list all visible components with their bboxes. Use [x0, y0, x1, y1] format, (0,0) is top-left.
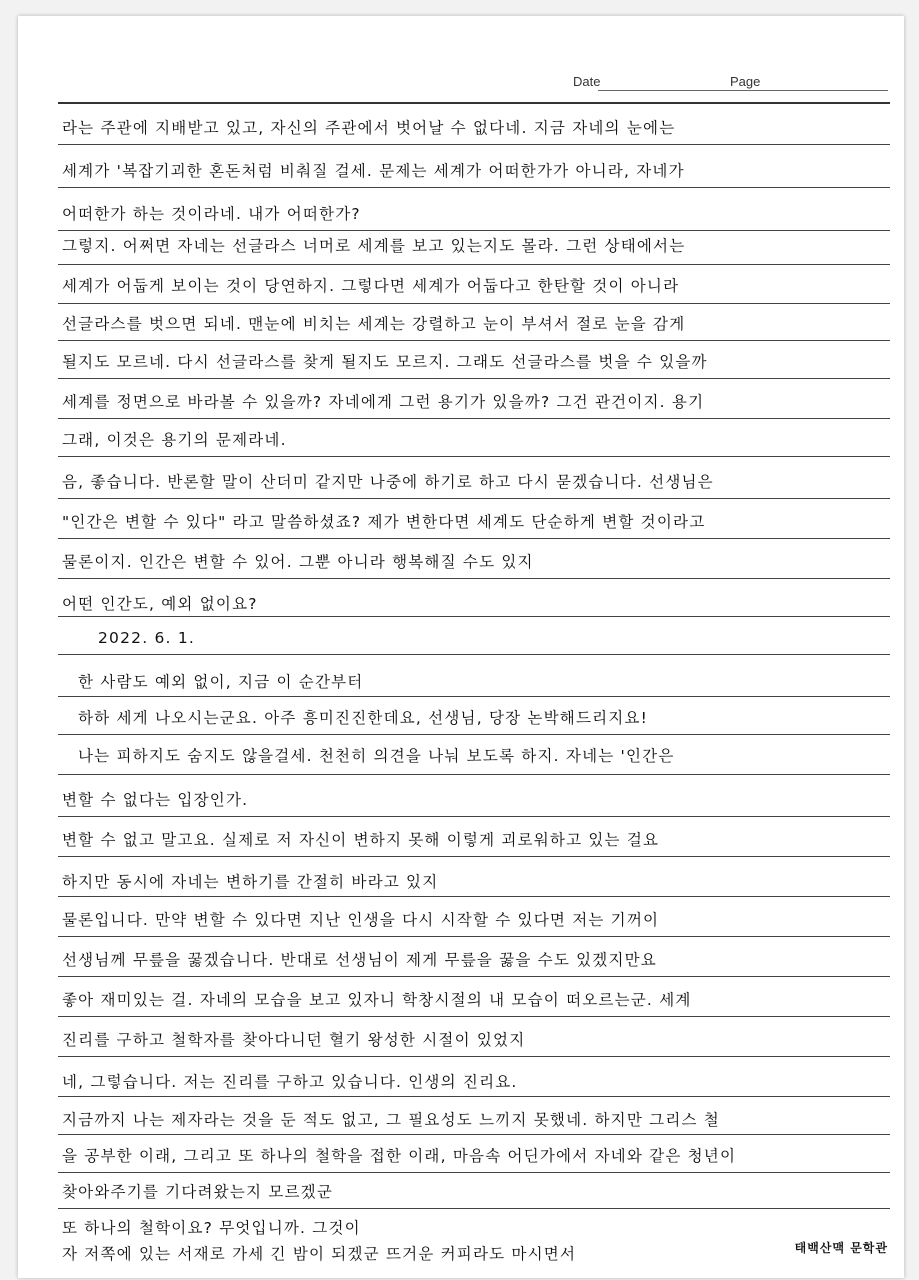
handwritten-line: 세계가 '복잡기괴한 혼돈처럼 비춰질 걸세. 문제는 세계가 어떠한가가 아니라, 자네가 — [62, 162, 685, 180]
ruled-line — [58, 498, 890, 499]
handwritten-line: 또 하나의 철학이요? 무엇입니까. 그것이 — [62, 1219, 361, 1237]
handwritten-line: 을 공부한 이래, 그리고 또 하나의 철학을 접한 이래, 마음속 어딘가에서 자네와 같은 청년이 — [62, 1147, 737, 1165]
ruled-line — [58, 102, 890, 104]
handwritten-line: 어떠한가 하는 것이라네. 내가 어떠한가? — [62, 205, 361, 223]
handwritten-line: 네, 그렇습니다. 저는 진리를 구하고 있습니다. 인생의 진리요. — [62, 1073, 518, 1091]
ruled-line — [58, 654, 890, 655]
ruled-line — [58, 340, 890, 341]
ruled-line — [58, 1172, 890, 1173]
ruled-line — [58, 976, 890, 977]
ruled-line — [58, 1208, 890, 1209]
ruled-line — [58, 856, 890, 857]
handwritten-line: 선생님께 무릎을 꿇겠습니다. 반대로 선생님이 제게 무릎을 꿇을 수도 있겠지만요 — [62, 951, 657, 969]
handwritten-line: 그렇지. 어쩌면 자네는 선글라스 너머로 세계를 보고 있는지도 몰라. 그런 상태에서는 — [62, 237, 686, 255]
handwritten-line: 자 저쪽에 있는 서재로 가세 긴 밤이 되겠군 뜨거운 커피라도 마시면서 — [62, 1245, 577, 1263]
handwritten-line: 세계가 어둡게 보이는 것이 당연하지. 그렇다면 세계가 어둡다고 한탄할 것이 아니라 — [62, 277, 680, 295]
handwritten-line: 선글라스를 벗으면 되네. 맨눈에 비치는 세계는 강렬하고 눈이 부셔서 절로 눈을 감게 — [62, 315, 686, 333]
ruled-line — [58, 696, 890, 697]
handwritten-line: "인간은 변할 수 있다" 라고 말씀하셨죠? 제가 변한다면 세계도 단순하게 변할 것이라고 — [62, 513, 706, 531]
handwritten-line: 라는 주관에 지배받고 있고, 자신의 주관에서 벗어날 수 없다네. 지금 자네의 눈에는 — [62, 119, 676, 137]
ruled-line — [58, 578, 890, 579]
handwritten-line: 어떤 인간도, 예외 없이요? — [62, 595, 258, 613]
ruled-line — [58, 230, 890, 231]
ruled-line — [58, 264, 890, 265]
handwritten-line: 음, 좋습니다. 반론할 말이 산더미 같지만 나중에 하기로 하고 다시 묻겠습니다. 선생님은 — [62, 473, 714, 491]
date-label: Date — [573, 74, 601, 89]
ruled-line — [58, 456, 890, 457]
ruled-line — [58, 734, 890, 735]
handwritten-line: 하지만 동시에 자네는 변하기를 간절히 바라고 있지 — [62, 873, 439, 891]
ruled-line — [58, 774, 890, 775]
ruled-line — [58, 896, 890, 897]
handwritten-line: 물론입니다. 만약 변할 수 있다면 지난 인생을 다시 시작할 수 있다면 저는 기꺼이 — [62, 911, 660, 929]
ruled-line — [58, 1016, 890, 1017]
ruled-line — [58, 1056, 890, 1057]
ruled-line — [58, 378, 890, 379]
ruled-line — [58, 616, 890, 617]
handwritten-line: 나는 피하지도 숨지도 않을걸세. 천천히 의견을 나눠 보도록 하지. 자네는 '인간은 — [78, 747, 675, 765]
ruled-line — [58, 418, 890, 419]
ruled-line — [58, 816, 890, 817]
page-label: Page — [730, 74, 761, 89]
ruled-line — [58, 1134, 890, 1135]
handwritten-line: 세계를 정면으로 바라볼 수 있을까? 자네에게 그런 용기가 있을까? 그건 관건이지. 용기 — [62, 393, 705, 411]
handwritten-line: 한 사람도 예외 없이, 지금 이 순간부터 — [78, 673, 364, 691]
handwritten-line: 그래, 이것은 용기의 문제라네. — [62, 431, 287, 449]
handwritten-line: 진리를 구하고 철학자를 찾아다니던 혈기 왕성한 시절이 있었지 — [62, 1031, 526, 1049]
ruled-line — [58, 144, 890, 145]
ruled-line — [58, 187, 890, 188]
handwritten-line: 좋아 재미있는 걸. 자네의 모습을 보고 있자니 학창시절의 내 모습이 떠오르는군. 세계 — [62, 991, 692, 1009]
ruled-line — [58, 1096, 890, 1097]
ruled-line — [58, 538, 890, 539]
signature-stamp: 태백산맥 문학관 — [794, 1241, 888, 1255]
handwritten-line: 변할 수 없다는 입장인가. — [62, 791, 249, 809]
handwritten-line: 찾아와주기를 기다려왔는지 모르겠군 — [62, 1183, 334, 1201]
handwritten-line: 지금까지 나는 제자라는 것을 둔 적도 없고, 그 필요성도 느끼지 못했네. 하지만 그리스 철 — [62, 1111, 720, 1129]
handwritten-line: 될지도 모르네. 다시 선글라스를 찾게 될지도 모르지. 그래도 선글라스를 벗을 수 있을까 — [62, 353, 708, 371]
ruled-line — [58, 936, 890, 937]
handwritten-line: 물론이지. 인간은 변할 수 있어. 그뿐 아니라 행복해질 수도 있지 — [62, 553, 534, 571]
page-header — [18, 74, 904, 94]
notebook-page — [18, 16, 904, 1278]
handwritten-line: 변할 수 없고 말고요. 실제로 저 자신이 변하지 못해 이렇게 괴로워하고 있는 걸요 — [62, 831, 660, 849]
entry-date: 2022. 6. 1. — [98, 629, 196, 647]
handwritten-line: 하하 세게 나오시는군요. 아주 흥미진진한데요, 선생님, 당장 논박해드리지요! — [78, 709, 649, 727]
header-underline — [598, 90, 888, 91]
ruled-line — [58, 303, 890, 304]
